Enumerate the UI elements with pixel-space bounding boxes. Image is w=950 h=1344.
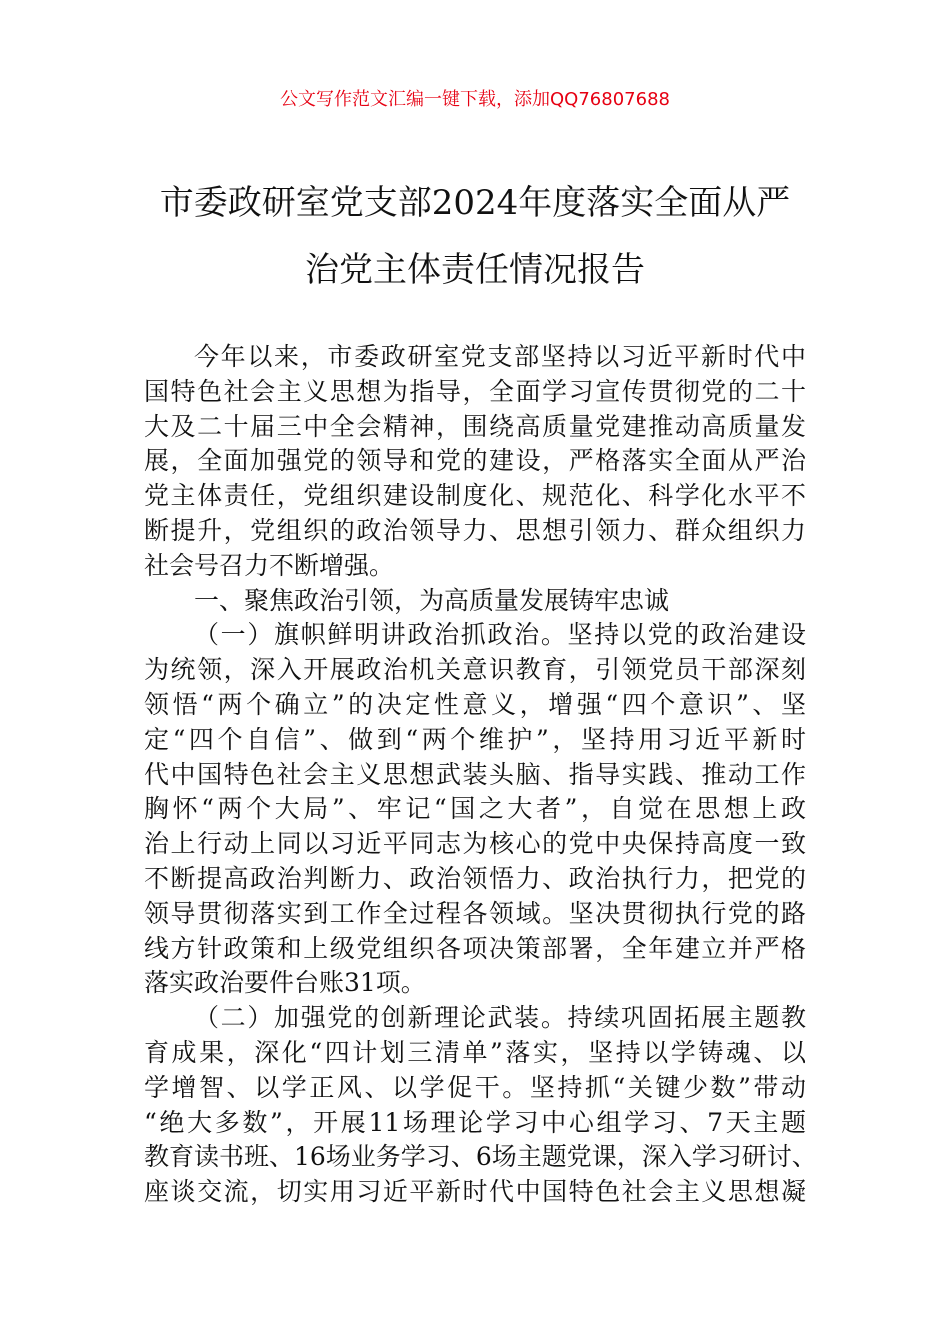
- document-body: [144, 340, 817, 1210]
- body-text-line: 座谈交流，切实用习近平新时代中国特色社会主义思想凝: [144, 1177, 806, 1207]
- body-text-line: （一）旗帜鲜明讲政治抓政治。坚持以党的政治建设: [194, 620, 806, 650]
- body-text-line: 胸怀“两个大局”、牢记“国之大者”，自觉在思想上政: [144, 794, 806, 824]
- body-text-line: 定“四个自信”、做到“两个维护”，坚持用习近平新时: [144, 724, 806, 754]
- body-text-line: 育成果，深化“四计划三清单”落实，坚持以学铸魂、以: [144, 1037, 806, 1067]
- body-text-line: 线方针政策和上级党组织各项决策部署，全年建立并严格: [144, 933, 806, 963]
- body-text-line: 领导贯彻落实到工作全过程各领域。坚决贯彻执行党的路: [144, 898, 806, 928]
- body-text-line: 领悟“两个确立”的决定性意义，增强“四个意识”、坚: [144, 689, 806, 719]
- body-text-line: 今年以来，市委政研室党支部坚持以习近平新时代中: [194, 342, 806, 371]
- body-text-line: 不断提高政治判断力、政治领悟力、政治执行力，把党的: [144, 863, 806, 893]
- body-text-line: 党主体责任，党组织建设制度化、规范化、科学化水平不: [144, 481, 806, 511]
- body-text-line: 教育读书班、16场业务学习、6场主题党课，深入学习研讨、: [144, 1142, 817, 1172]
- body-text-line: “绝大多数”，开展11场理论学习中心组学习、7天主题: [144, 1107, 806, 1137]
- body-text-line: 大及二十届三中全会精神，围绕高质量党建推动高质量发: [144, 411, 806, 441]
- body-text-line: 为统领，深入开展政治机关意识教育，引领党员干部深刻: [144, 655, 806, 685]
- body-text-line: 落实政治要件台账31项。: [144, 968, 426, 998]
- body-text-line: 一、聚焦政治引领，为高质量发展铸牢忠诚: [194, 585, 670, 615]
- body-text-line: 社会号召力不断增强。: [144, 550, 395, 580]
- body-text-line: 国特色社会主义思想为指导，全面学习宣传贯彻党的二十: [144, 376, 806, 406]
- body-text-line: 治上行动上同以习近平同志为核心的党中央保持高度一致: [144, 829, 806, 859]
- body-text-line: 展，全面加强党的领导和党的建设，严格落实全面从严治: [144, 446, 806, 476]
- document-title-line-1: 市委政研室党支部2024年度落实全面从严: [159, 183, 791, 223]
- document-title-line-2: 治党主体责任情况报告: [305, 250, 645, 290]
- watermark-download-notice: 公文写作范文汇编一键下载，添加QQ76807688: [280, 89, 670, 110]
- body-text-line: 代中国特色社会主义思想武装头脑、指导实践、推动工作: [144, 759, 806, 789]
- body-text-line: 断提升，党组织的政治领导力、思想引领力、群众组织力: [144, 515, 806, 545]
- body-text-line: （二）加强党的创新理论武装。持续巩固拓展主题教: [194, 1003, 806, 1033]
- body-text-line: 学增智、以学正风、以学促干。坚持抓“关键少数”带动: [144, 1072, 806, 1102]
